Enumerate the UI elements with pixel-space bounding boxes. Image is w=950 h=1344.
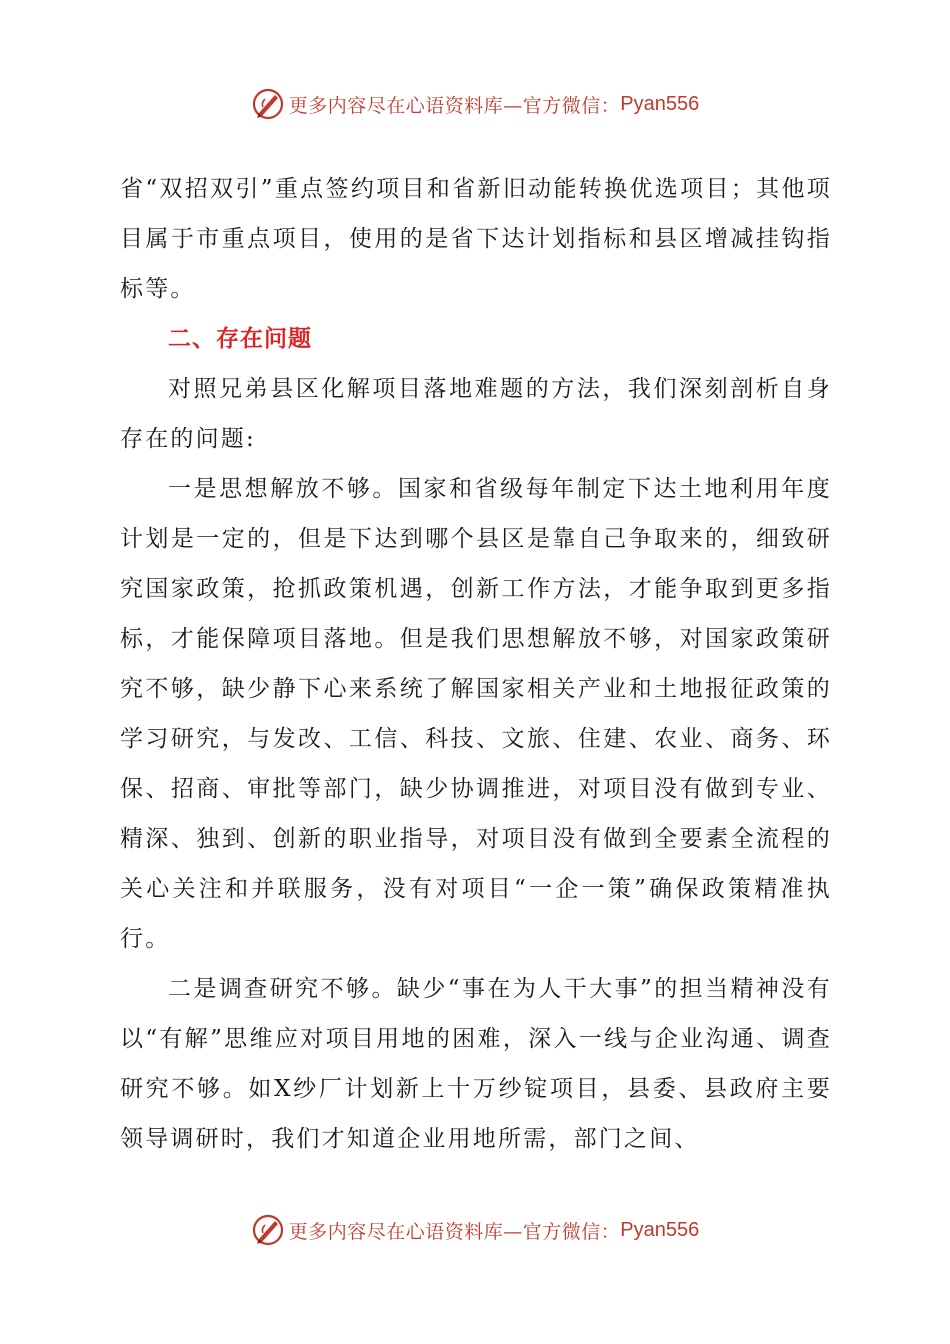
pen-logo-icon xyxy=(251,1213,285,1247)
paragraph-continuation: 省“双招双引”重点签约项目和省新旧动能转换优选项目；其他项目属于市重点项目，使用的是省下达计划指标和县区增减挂钩指标等。 xyxy=(120,176,832,302)
paragraph-intro: 对照兄弟县区化解项目落地难题的方法，我们深刻剖析自身存在的问题: xyxy=(120,376,832,452)
paragraph-point-two: 二是调查研究不够。缺少“事在为人干大事”的担当精神没有以“有解”思维应对项目用地的困难，深入一线与企业沟通、调查研究不够。如X纱厂计划新上十万纱锭项目，县委、县政府主要领导调研时，我们才知道企业用地所需，部门之间、 xyxy=(120,976,832,1152)
watermark-wechat-id: Pyan556 xyxy=(620,1218,700,1241)
watermark-text: 更多内容尽在心语资料库—官方微信： xyxy=(288,94,621,117)
watermark-footer xyxy=(0,1210,950,1250)
document-body xyxy=(120,164,832,1164)
watermark-text: 更多内容尽在心语资料库—官方微信： xyxy=(288,1220,621,1243)
paragraph-point-one: 一是思想解放不够。国家和省级每年制定下达土地利用年度计划是一定的，但是下达到哪个县区是靠自己争取来的，细致研究国家政策，抢抓政策机遇，创新工作方法，才能争取到更多指标，才能保障项目落地。但是我们思想解放不够，对国家政策研究不够，缺少静下心来系统了解国家相关产业和土地报征政策的学习研究，与发改、工信、科技、文旅、住建、农业、商务、环保、招商、审批等部门，缺少协调推进，对项目没有做到专业、精深、独到、创新的职业指导，对项目没有做到全要素全流程的关心关注和并联服务，没有对项目“一企一策”确保政策精准执行。 xyxy=(120,476,832,952)
watermark-header xyxy=(0,84,950,124)
pen-logo-icon xyxy=(251,87,285,121)
section-heading: 二、存在问题 xyxy=(168,326,312,352)
watermark-wechat-id: Pyan556 xyxy=(620,92,700,115)
